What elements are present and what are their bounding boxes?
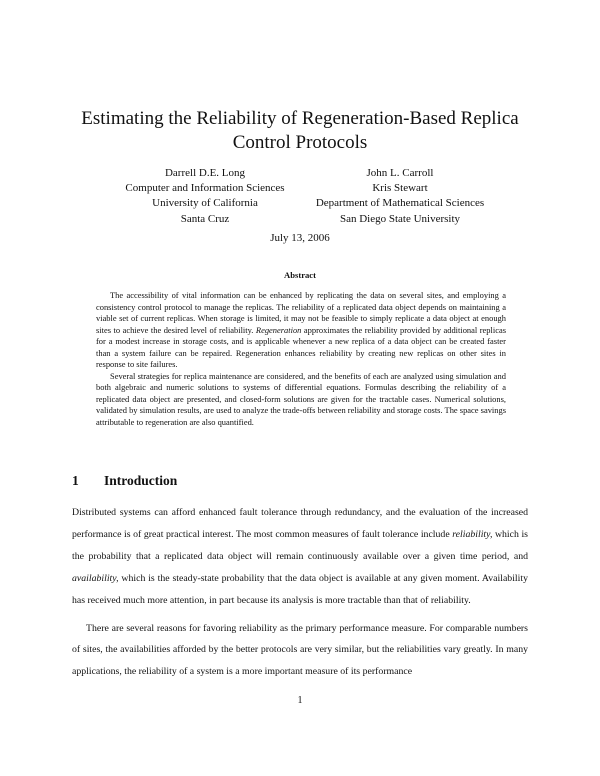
section-title: Introduction bbox=[104, 473, 178, 488]
paper-title: Estimating the Reliability of Regeneration-Based Replica Control Protocols bbox=[81, 108, 519, 153]
abstract-text bbox=[96, 290, 506, 428]
author-block bbox=[0, 166, 600, 225]
abstract-paragraph: The accessibility of vital information can be enhanced by replicating the data on several sites, and employing a consistency control protocol to manage the replicas. The reliability of a replicated data object depends on maintaining a viable set of current replicas. When storage is limited, it may not be feasible to simply replicate a data object at enough sites to achieve the desired level of reliability. Regeneration approximates the reliability provided by additional replicas for a modest increase in storage costs, and is applicable whenever a new replica of a data object can be created faster than a system failure can be repaired. Regeneration enhances reliability by creating new replicas on other sites in response to site failures. bbox=[96, 290, 506, 369]
section-number: 1 bbox=[72, 473, 79, 488]
abstract-paragraph: Several strategies for replica maintenance are considered, and the benefits of each are analyzed using simulation and both algebraic and numeric solutions to systems of differential equations. Formulas describing the reliability of a replicated data object are presented, and closed-form solutions are given for the tractable cases. Numerical solutions, validated by simulation results, are used to analyze the trade-offs between reliability and storage costs. The space savings attributable to regeneration are also quantified. bbox=[96, 370, 506, 427]
author-location: Santa Cruz bbox=[180, 212, 230, 225]
author-dept: Computer and Information Sciences bbox=[125, 182, 285, 195]
author-name: Darrell D.E. Long bbox=[164, 167, 246, 179]
body-paragraph: There are several reasons for favoring reliability as the primary performance measure. For comparable numbers of sites, the availabilities afforded by the better protocols are very similar, but the reliabilities vary greatly. In many applications, the reliability of a system is a more important measure of its performance bbox=[72, 622, 528, 678]
section-heading bbox=[72, 473, 177, 489]
author-name: John L. Carroll bbox=[366, 167, 434, 179]
author-carroll-stewart bbox=[285, 166, 515, 227]
author-dept: Department of Mathematical Sciences bbox=[315, 197, 485, 210]
author-institution: San Diego State University bbox=[339, 212, 461, 225]
body-paragraph: Distributed systems can afford enhanced fault tolerance through redundancy, and the evaluation of the increased performance is of great practical interest. The most common measures of fault tolerance include reliability, which is the probability that a replicated data object will remain continuously available over a given time period, and availability, which is the steady-state probability that the data object is available at any given moment. Availability has received much more attention, in part because its analysis is more tractable than that of reliability. bbox=[72, 507, 528, 606]
intro-text bbox=[72, 502, 528, 683]
page-number: 1 bbox=[297, 695, 303, 706]
abstract-heading: Abstract bbox=[284, 270, 316, 280]
author-institution: University of California bbox=[152, 197, 258, 210]
author-name-second: Kris Stewart bbox=[372, 182, 428, 195]
paper-date: July 13, 2006 bbox=[270, 232, 330, 244]
